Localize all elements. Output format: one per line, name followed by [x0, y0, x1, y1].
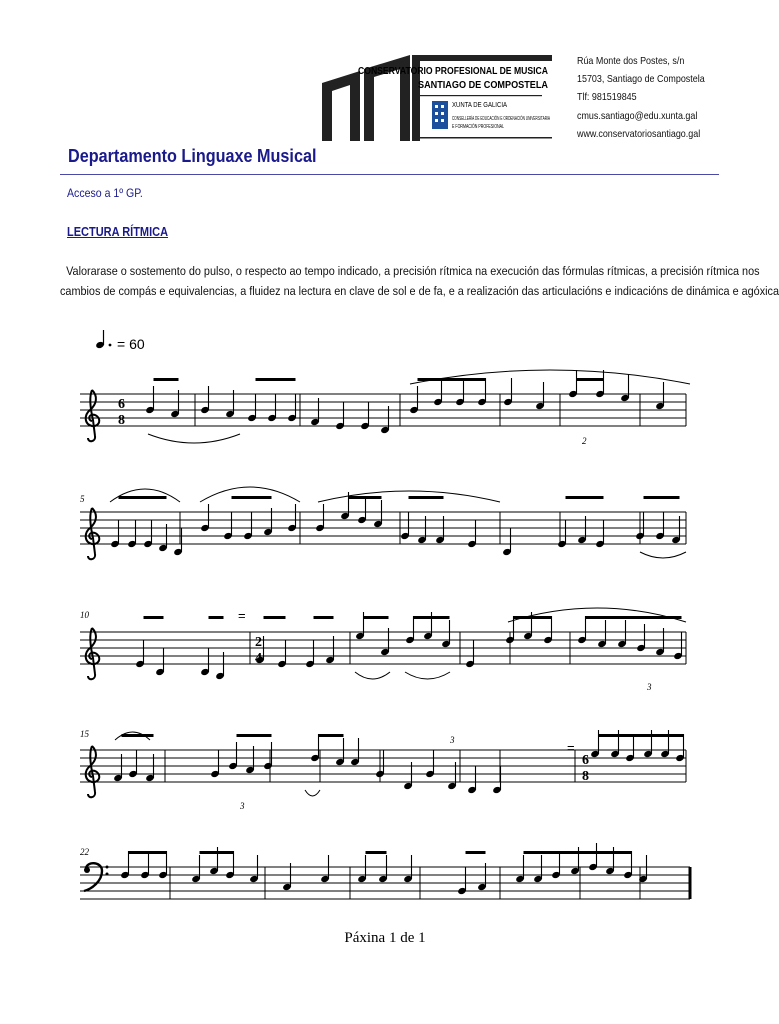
note-beam [366, 851, 387, 854]
measure-number: 10 [80, 610, 89, 620]
logo-xunta: XUNTA DE GALICIA [452, 102, 508, 109]
note-beam [144, 616, 164, 619]
access-level: Acceso a 1º GP. [67, 186, 143, 200]
logo-consellaria1: CONSELLERÍA DE EDUCACIÓN E ORDENACIÓN UNIVERSITARIA [452, 116, 606, 122]
page-footer: Páxina 1 de 1 [344, 930, 426, 946]
note-beam [466, 851, 486, 854]
slur [640, 552, 686, 558]
instructions-line: Valorarase o sostemento do pulso, o respecto ao tempo indicado, a precisión rítmica na execución das fórmulas rítmicas, a precisión rítmica nos [66, 264, 760, 278]
logo-consellaria2: E FORMACIÓN PROFESIONAL [452, 124, 525, 130]
note-beam [319, 734, 344, 737]
time-signature-numerator: 6 [582, 753, 589, 768]
slur [200, 487, 300, 502]
note-beam [644, 496, 680, 499]
tempo-marking [95, 330, 145, 352]
instructions-line: cambios de compás e equivalencias, a fluidez na lectura en clave de sol e de fa, e a realización das articulacións e indicacións de dinámica e agóxica [60, 284, 779, 298]
time-signature-numerator: 2 [255, 635, 262, 650]
contact-city: 15703, Santiago de Compostela [577, 74, 705, 86]
measure-number: 15 [80, 729, 89, 739]
contact-info [577, 53, 725, 144]
contact-email[interactable]: cmus.santiago@edu.xunta.gal [577, 110, 698, 122]
tempo-value: = 60 [117, 336, 145, 352]
treble-clef-icon [86, 628, 100, 679]
note-beam [200, 851, 234, 854]
tuplet-label: 3 [450, 735, 455, 745]
header-divider [60, 174, 719, 175]
note-beam [414, 616, 450, 619]
slur [410, 370, 690, 384]
tuplet-label: 2 [582, 436, 587, 446]
slur [305, 790, 320, 796]
tuplet-label: 3 [240, 801, 245, 811]
note-beam [119, 496, 167, 499]
tuplet-label: 3 [647, 682, 652, 692]
note-beam [129, 851, 167, 854]
note-beam [256, 378, 296, 381]
time-signature-numerator: 6 [118, 397, 125, 412]
logo-line1: CONSERVATORIO PROFESIONAL DE MUSICA [358, 65, 549, 77]
slur [110, 489, 180, 502]
note-beam [264, 616, 286, 619]
note-beam [314, 616, 334, 619]
note-beam [566, 496, 604, 499]
note-beam [122, 734, 154, 737]
note-beam [409, 496, 444, 499]
note-beam [364, 616, 389, 619]
music-score [0, 325, 770, 925]
note-beam [524, 851, 632, 854]
time-signature-denominator: 8 [118, 413, 125, 428]
equivalence-sign: = [567, 740, 575, 755]
note-beam [599, 734, 684, 737]
measure-number: 22 [80, 847, 89, 857]
measure-number: 5 [80, 494, 85, 504]
contact-website[interactable]: www.conservatoriosantiago.gal [577, 128, 701, 140]
instructions-paragraph [60, 261, 779, 301]
slur [355, 672, 390, 679]
note-beam [237, 734, 272, 737]
slur [148, 434, 240, 443]
note-beam [232, 496, 272, 499]
note-beam [349, 496, 382, 499]
note-beam [209, 616, 224, 619]
treble-clef-icon [86, 746, 100, 797]
note-beam [577, 378, 604, 381]
time-signature-denominator: 8 [582, 769, 589, 784]
treble-clef-icon [86, 508, 100, 559]
equivalence-sign: = [238, 608, 246, 623]
time-signature-denominator: 4 [255, 651, 262, 666]
treble-clef-icon [86, 390, 100, 441]
section-title: LECTURA RÍTMICA [67, 225, 169, 239]
note-beam [154, 378, 179, 381]
department-title: Departamento Linguaxe Musical [68, 146, 317, 166]
conservatory-logo [320, 45, 606, 145]
contact-phone: Tlf: 981519845 [577, 92, 637, 104]
contact-address: Rúa Monte dos Postes, s/n [577, 56, 685, 67]
slur [405, 672, 450, 679]
logo-line2: SANTIAGO DE COMPOSTELA [418, 79, 549, 91]
slur [508, 608, 686, 622]
xunta-emblem-icon [432, 101, 448, 129]
